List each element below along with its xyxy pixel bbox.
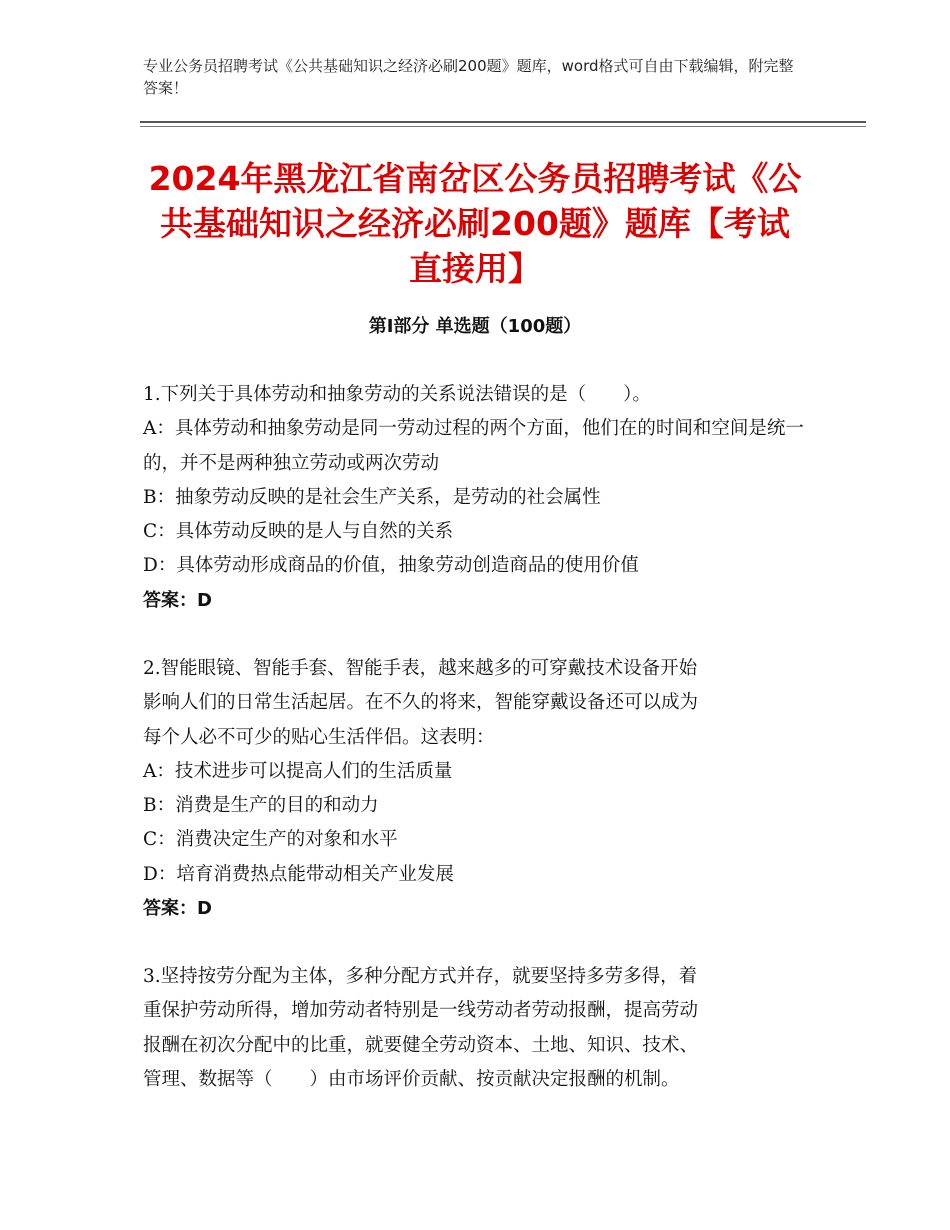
option-a: A：技术进步可以提高人们的生活质量 (143, 760, 453, 782)
title-line-1: 2024年黑龙江省南岔区公务员招聘考试《公 (148, 159, 802, 198)
option-c: C：消费决定生产的对象和水平 (143, 829, 398, 851)
question-stem-line-3: 报酬在初次分配中的比重，就要健全劳动资本、土地、知识、技术、 (143, 1034, 699, 1056)
section-title: 第Ⅰ部分 单选题（100题） (368, 316, 582, 337)
question-stem-line-2: 重保护劳动所得，增加劳动者特别是一线劳动者劳动报酬，提高劳动 (143, 1000, 699, 1022)
question-3 (143, 960, 813, 1097)
question-stem-line-2: 影响人们的日常生活起居。在不久的将来，智能穿戴设备还可以成为 (143, 692, 699, 714)
option-b: B：抽象劳动反映的是社会生产关系，是劳动的社会属性 (143, 486, 601, 508)
header-divider-thick (140, 121, 866, 123)
title-line-2: 共基础知识之经济必刷200题》题库【考试 (160, 204, 790, 243)
title-line-3: 直接用】 (409, 249, 541, 288)
question-stem: 1.下列关于具体劳动和抽象劳动的关系说法错误的是（ ）。 (143, 384, 651, 405)
option-d: D：具体劳动形成商品的价值，抽象劳动创造商品的使用价值 (143, 555, 639, 577)
document-title (110, 156, 840, 291)
question-stem-line-1: 2.智能眼镜、智能手套、智能手表，越来越多的可穿戴技术设备开始 (143, 658, 698, 679)
answer: 答案：D (143, 589, 212, 611)
question-stem-line-4: 管理、数据等（ ）由市场评价贡献、按贡献决定报酬的机制。 (143, 1068, 680, 1090)
option-a: A：具体劳动和抽象劳动是同一劳动过程的两个方面，他们在的时间和空间是统一的，并不是两种独立劳动或两次劳动 (143, 418, 804, 474)
question-stem-line-1: 3.坚持按劳分配为主体，多种分配方式并存，就要坚持多劳多得，着 (143, 966, 698, 987)
option-c: C：具体劳动反映的是人与自然的关系 (143, 521, 454, 543)
question-1 (143, 378, 813, 618)
option-d: D：培育消费热点能带动相关产业发展 (143, 863, 454, 885)
option-b: B：消费是生产的目的和动力 (143, 795, 379, 817)
answer: 答案：D (143, 898, 212, 920)
header-note: 专业公务员招聘考试《公共基础知识之经济必刷200题》题库，word格式可自由下载编辑，附完整答案！ (143, 57, 794, 97)
question-stem-line-3: 每个人必不可少的贴心生活伴侣。这表明： (143, 726, 495, 748)
header-divider-thin (140, 126, 866, 127)
question-2 (143, 652, 813, 926)
